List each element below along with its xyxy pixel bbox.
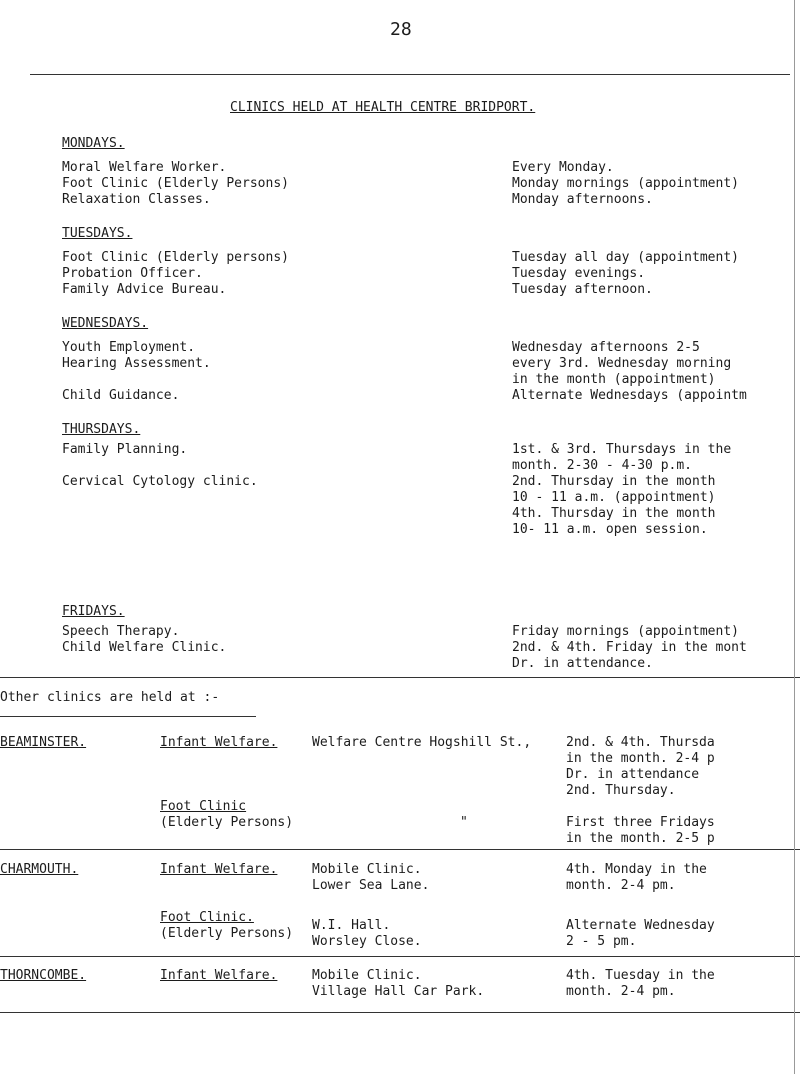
service-schedule: Tuesday evenings. [512, 266, 646, 281]
town-name: THORNCOMBE. [0, 968, 87, 983]
clinic-times: Dr. in attendance [566, 767, 700, 782]
clinic-name: Foot Clinic. [160, 910, 254, 925]
service-name: Child Guidance. [62, 388, 180, 403]
clinic-times: Alternate Wednesday [566, 918, 715, 933]
service-name: Family Advice Bureau. [62, 282, 227, 297]
section-heading-fridays: FRIDAYS. [62, 604, 125, 619]
section-rule [0, 677, 800, 678]
service-name: Cervical Cytology clinic. [62, 474, 258, 489]
clinic-times: 2nd. Thursday. [566, 783, 676, 798]
service-schedule: Friday mornings (appointment) [512, 624, 739, 639]
section-heading-thursdays: THURSDAYS. [62, 422, 141, 437]
section-heading-mondays: MONDAYS. [62, 136, 125, 151]
page-number: 28 [390, 19, 412, 40]
service-name: Child Welfare Clinic. [62, 640, 227, 655]
service-name: Probation Officer. [62, 266, 203, 281]
clinic-times: month. 2-4 pm. [566, 878, 676, 893]
clinic-name: (Elderly Persons) [160, 926, 294, 941]
service-schedule: 10 - 11 a.m. (appointment) [512, 490, 716, 505]
clinic-name: Infant Welfare. [160, 735, 278, 750]
service-schedule: Wednesday afternoons 2-5 [512, 340, 700, 355]
clinic-times: 2nd. & 4th. Thursda [566, 735, 715, 750]
service-name: Speech Therapy. [62, 624, 180, 639]
service-name: Foot Clinic (Elderly Persons) [62, 176, 289, 191]
service-schedule: 10- 11 a.m. open session. [512, 522, 708, 537]
service-schedule: month. 2-30 - 4-30 p.m. [512, 458, 693, 473]
clinic-times: 4th. Monday in the [566, 862, 707, 877]
town-rule [0, 956, 800, 957]
clinic-name: Infant Welfare. [160, 862, 278, 877]
clinic-name: (Elderly Persons) [160, 815, 294, 830]
service-schedule: Tuesday afternoon. [512, 282, 653, 297]
service-name: Hearing Assessment. [62, 356, 211, 371]
section-heading-wednesdays: WEDNESDAYS. [62, 316, 149, 331]
town-name: CHARMOUTH. [0, 862, 79, 877]
bottom-rule [0, 1012, 800, 1013]
service-name: Youth Employment. [62, 340, 196, 355]
clinic-venue: Lower Sea Lane. [312, 878, 430, 893]
service-name: Family Planning. [62, 442, 188, 457]
service-schedule: Every Monday. [512, 160, 614, 175]
right-edge-line [794, 0, 795, 1074]
service-schedule: 4th. Thursday in the month [512, 506, 716, 521]
clinic-venue: W.I. Hall. [312, 918, 391, 933]
service-name: Relaxation Classes. [62, 192, 211, 207]
clinic-times: 2 - 5 pm. [566, 934, 637, 949]
clinic-venue: Welfare Centre Hogshill St., [312, 735, 532, 750]
other-clinics-heading: Other clinics are held at :- [0, 690, 220, 705]
service-schedule: 2nd. Thursday in the month [512, 474, 716, 489]
service-schedule: 2nd. & 4th. Friday in the mont [512, 640, 747, 655]
service-schedule: Dr. in attendance. [512, 656, 653, 671]
clinic-venue: " [460, 815, 468, 830]
clinic-times: month. 2-4 pm. [566, 984, 676, 999]
service-schedule: Monday afternoons. [512, 192, 653, 207]
service-schedule: in the month (appointment) [512, 372, 716, 387]
service-schedule: Tuesday all day (appointment) [512, 250, 739, 265]
clinic-times: in the month. 2-4 p [566, 751, 715, 766]
service-name: Moral Welfare Worker. [62, 160, 227, 175]
service-schedule: Monday mornings (appointment) [512, 176, 739, 191]
page-title: CLINICS HELD AT HEALTH CENTRE BRIDPORT. [230, 100, 536, 115]
heading-rule [0, 716, 256, 717]
clinic-venue: Mobile Clinic. [312, 862, 422, 877]
town-name: BEAMINSTER. [0, 735, 87, 750]
clinic-name: Foot Clinic [160, 799, 247, 814]
service-schedule: Alternate Wednesdays (appointm [512, 388, 747, 403]
clinic-venue: Village Hall Car Park. [312, 984, 485, 999]
clinic-name: Infant Welfare. [160, 968, 278, 983]
section-heading-tuesdays: TUESDAYS. [62, 226, 133, 241]
top-rule [30, 74, 790, 75]
service-name: Foot Clinic (Elderly persons) [62, 250, 289, 265]
clinic-times: 4th. Tuesday in the [566, 968, 715, 983]
clinic-times: in the month. 2-5 p [566, 831, 715, 846]
clinic-venue: Worsley Close. [312, 934, 422, 949]
town-rule [0, 849, 800, 850]
clinic-venue: Mobile Clinic. [312, 968, 422, 983]
clinic-times: First three Fridays [566, 815, 715, 830]
service-schedule: every 3rd. Wednesday morning [512, 356, 732, 371]
service-schedule: 1st. & 3rd. Thursdays in the [512, 442, 732, 457]
